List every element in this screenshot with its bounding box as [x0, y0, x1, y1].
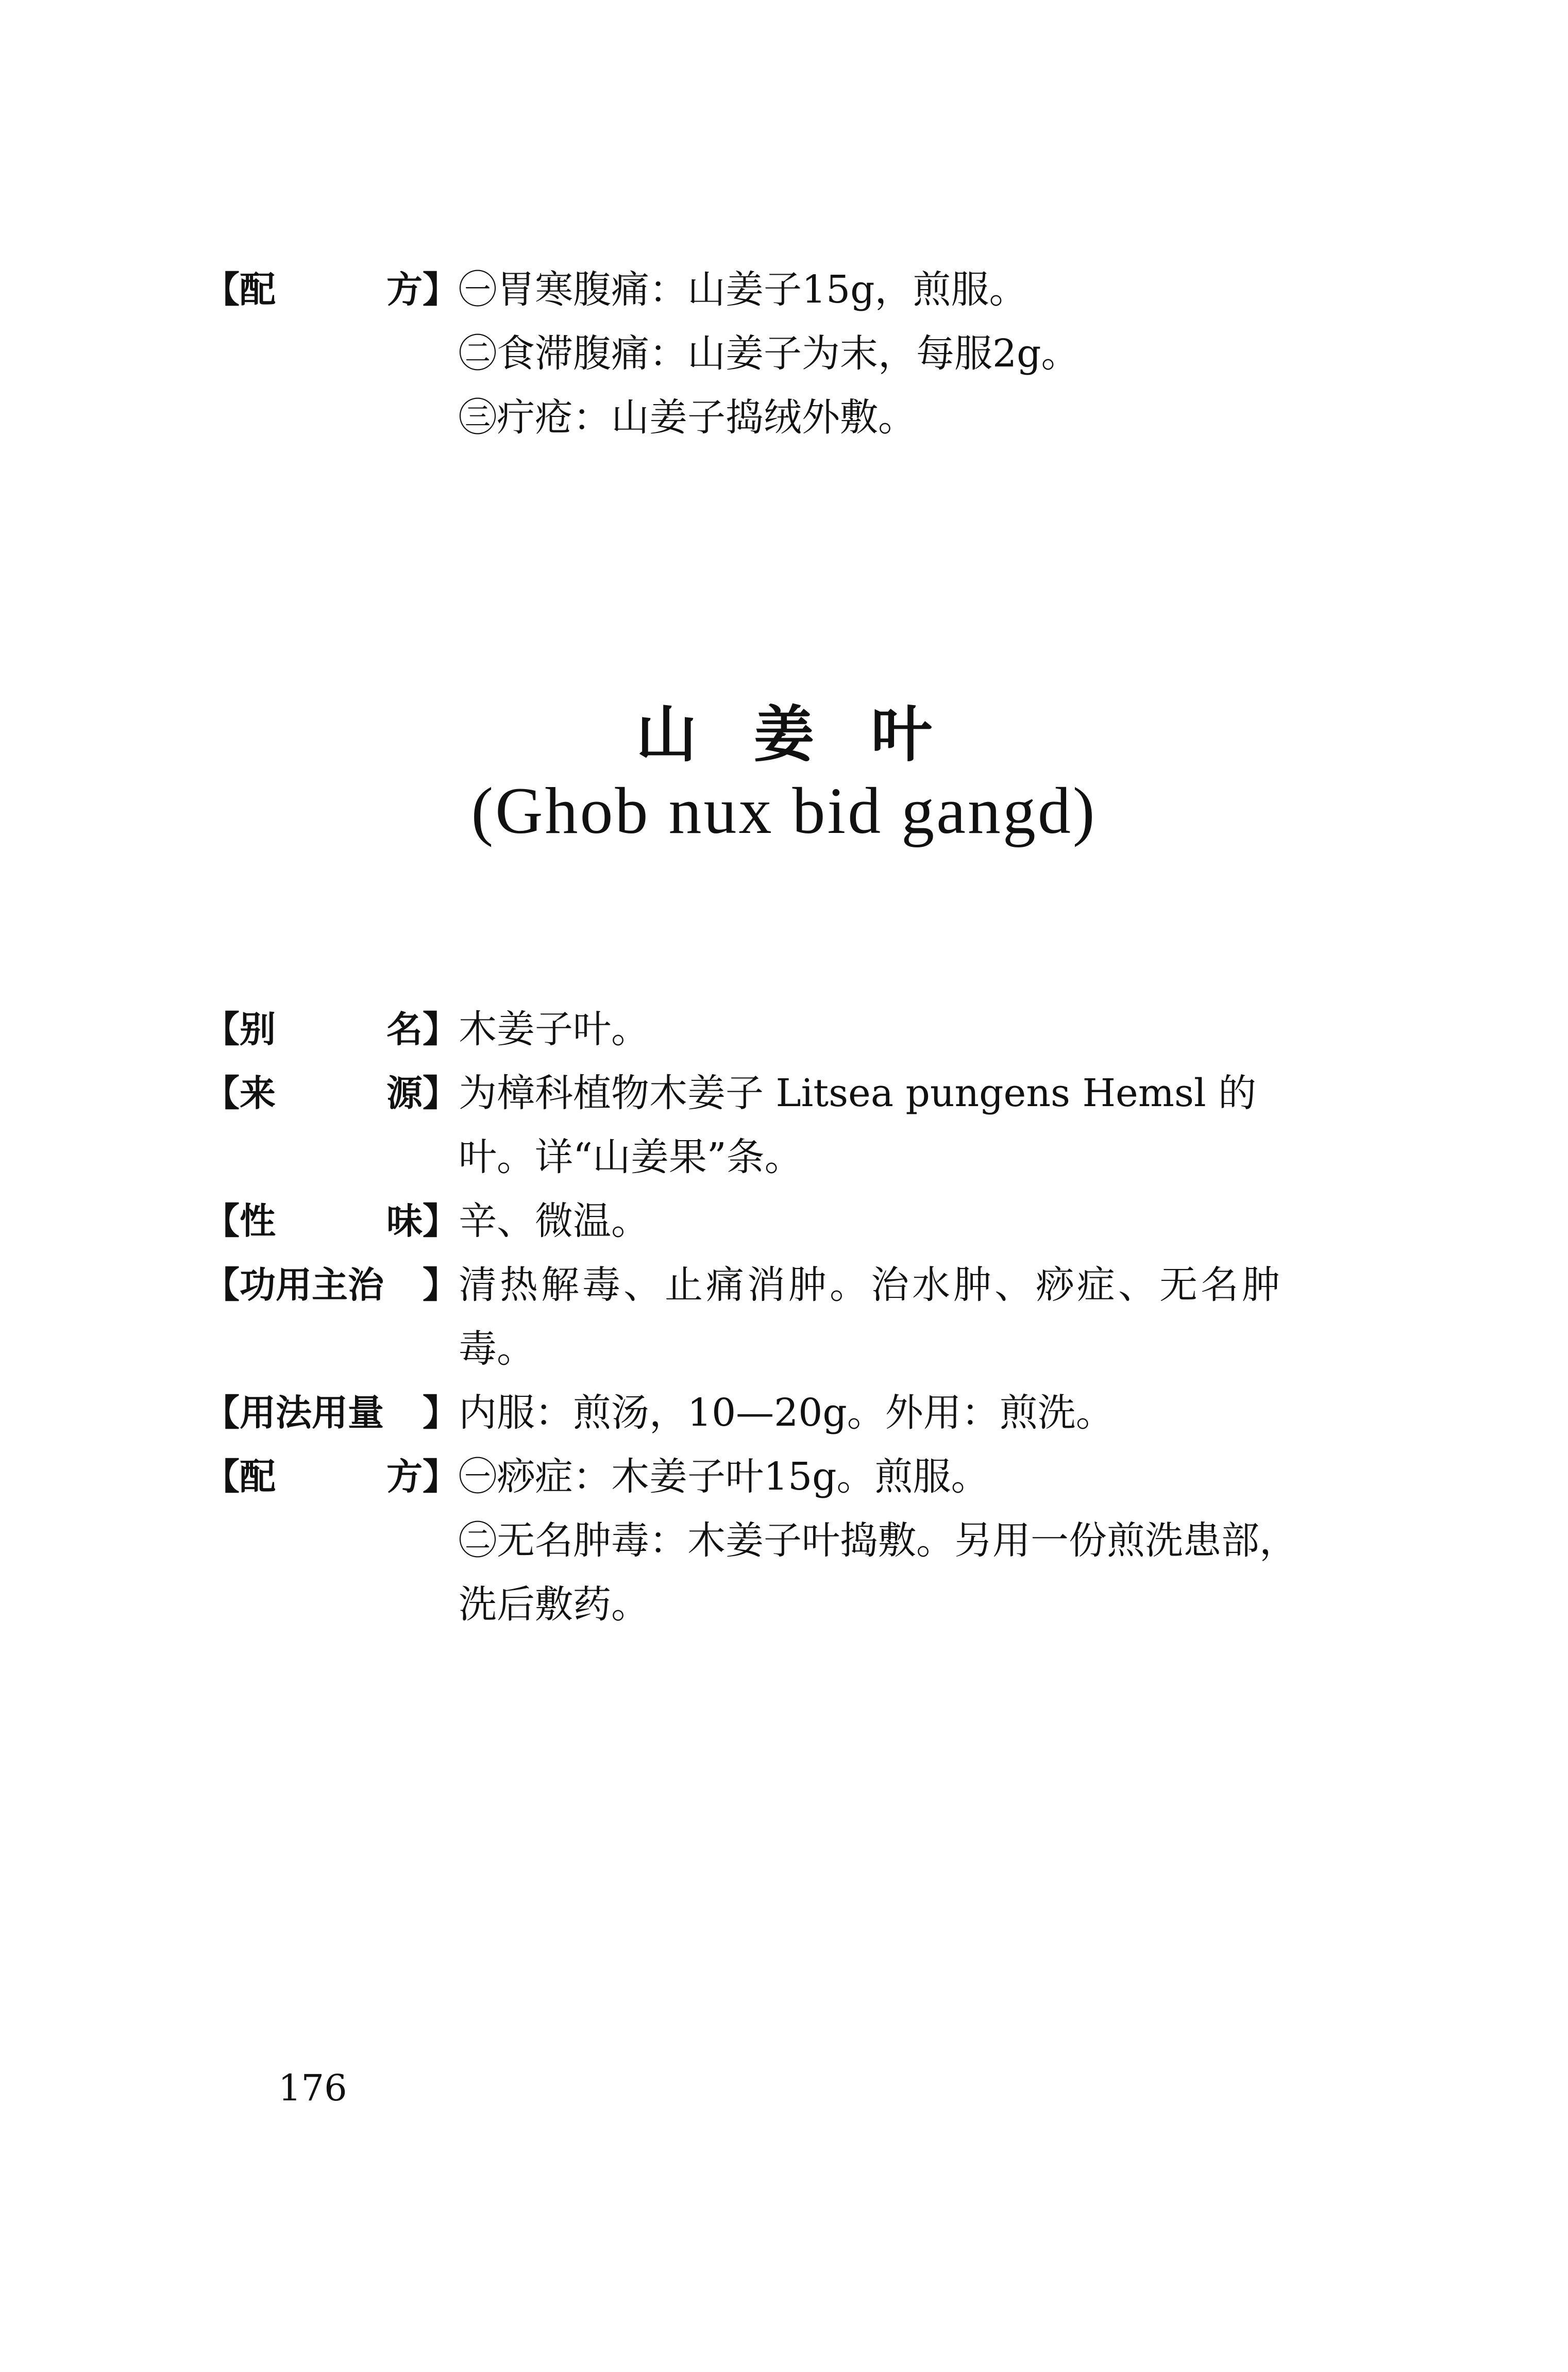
usage-text: 内服：煎汤，10—20g。外用：煎洗。 [459, 1391, 1114, 1435]
label-char: 配 [240, 1456, 276, 1498]
label-bracket-close: 】 [423, 1072, 459, 1114]
alias-label [204, 997, 459, 1061]
label-bracket-close: 】 [423, 1392, 459, 1434]
source-line: 叶。详“山姜果”条。 [459, 1135, 803, 1179]
prescription-list [459, 258, 1420, 449]
nature-label [204, 1189, 459, 1253]
label-text [240, 997, 423, 1061]
alias-row [204, 997, 1420, 1061]
source-row [204, 1061, 1420, 1189]
label-char: 性 [240, 1200, 276, 1242]
label-char: 方 [386, 269, 423, 311]
label-text [240, 1189, 423, 1253]
label-char: 味 [386, 1200, 423, 1242]
label-text: 用法用量 [240, 1392, 384, 1434]
label-char: 别 [240, 1008, 276, 1050]
label-bracket-open: 【 [204, 1008, 240, 1050]
source-text [459, 1061, 1420, 1189]
formula-row [204, 1445, 1420, 1636]
function-line: 清热解毒、止痛消肿。治水肿、痧症、无名肿 [459, 1263, 1283, 1307]
formula-label [204, 1445, 459, 1509]
label-bracket-close: 】 [423, 1264, 459, 1306]
formula-list [459, 1445, 1420, 1636]
entry-body [204, 997, 1420, 1636]
label-text [240, 1061, 423, 1125]
prescription-row [204, 258, 1420, 449]
label-bracket-open: 【 [204, 1392, 240, 1434]
label-bracket-close: 】 [423, 269, 459, 311]
formula-item: ㊁无名肿毒：木姜子叶捣敷。另用一份煎洗患部， [459, 1518, 1297, 1563]
formula-item: 洗后敷药。 [459, 1582, 649, 1627]
function-row [204, 1253, 1420, 1381]
label-bracket-close: 】 [423, 1008, 459, 1050]
prescription-item: ㊁食滞腹痛：山姜子为末，每服2g。 [459, 331, 1080, 376]
nature-row [204, 1189, 1420, 1253]
label-bracket-open: 【 [204, 1072, 240, 1114]
label-char: 方 [386, 1456, 423, 1498]
label-text: 功用主治 [240, 1264, 384, 1306]
label-bracket-open: 【 [204, 1200, 240, 1242]
usage-row [204, 1381, 1420, 1445]
label-text [240, 258, 423, 322]
label-bracket-close: 】 [423, 1456, 459, 1498]
label-bracket-open: 【 [204, 269, 240, 311]
label-bracket-close: 】 [423, 1200, 459, 1242]
nature-text: 辛、微温。 [459, 1199, 649, 1243]
function-text [459, 1253, 1420, 1381]
label-char: 名 [386, 1008, 423, 1050]
entry-title-chinese: 山姜叶 [636, 699, 989, 770]
label-bracket-open: 【 [204, 1264, 240, 1306]
prescription-item: ㊀胃寒腹痛：山姜子15g，煎服。 [459, 268, 1027, 312]
label-text [240, 1445, 423, 1509]
alias-text: 木姜子叶。 [459, 1007, 649, 1051]
prescription-section-previous [204, 258, 1420, 449]
source-label [204, 1061, 459, 1125]
label-char: 源 [386, 1072, 423, 1114]
label-char: 配 [240, 269, 276, 311]
label-char: 来 [240, 1072, 276, 1114]
formula-item: ㊀痧症：木姜子叶15g。煎服。 [459, 1455, 989, 1499]
function-label [204, 1253, 459, 1317]
function-line: 毒。 [459, 1327, 535, 1371]
page-number: 176 [278, 2067, 347, 2109]
prescription-label [204, 258, 459, 322]
source-line: 为樟科植物木姜子 Litsea pungens Hemsl 的 [459, 1071, 1257, 1115]
usage-label [204, 1381, 459, 1445]
prescription-item: ㊂疔疮：山姜子捣绒外敷。 [459, 395, 916, 440]
label-bracket-open: 【 [204, 1456, 240, 1498]
entry-title-latin: (Ghob nux bid gangd) [471, 774, 1097, 847]
